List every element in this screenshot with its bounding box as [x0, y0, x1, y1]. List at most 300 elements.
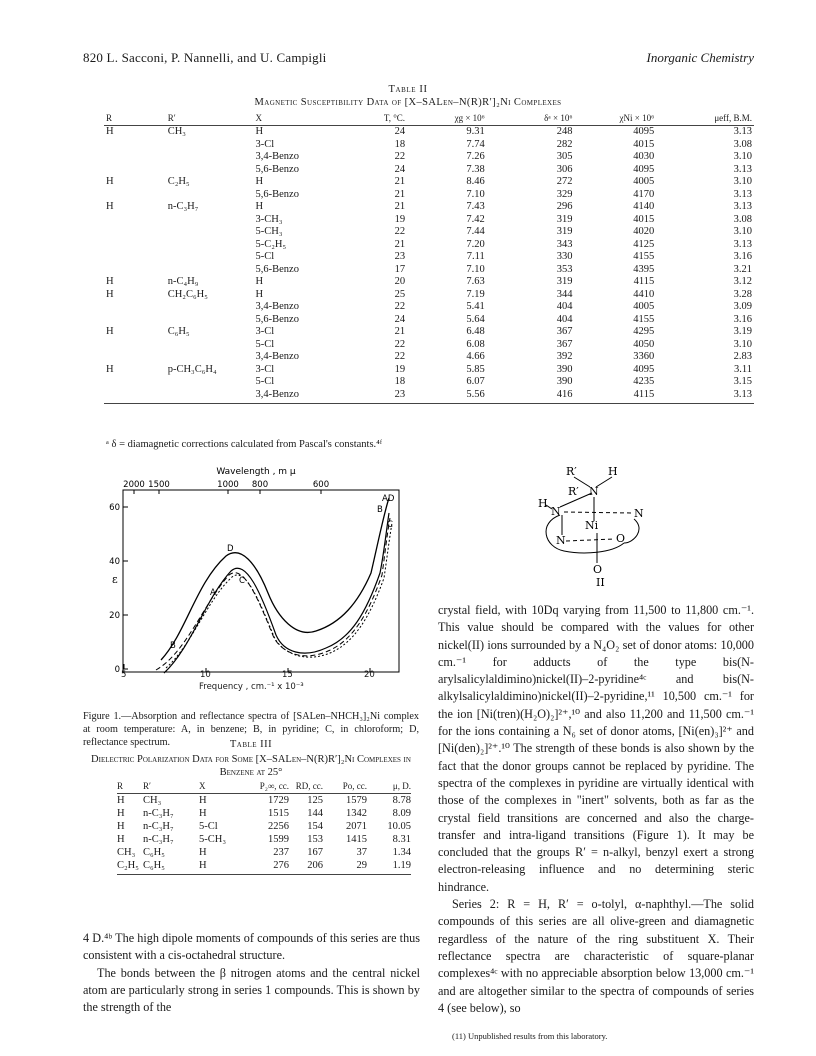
table-cell: 3.12 [733, 276, 752, 287]
table3 [117, 781, 411, 875]
table-cell: 3.11 [734, 363, 752, 375]
running-header-authors: 820 L. Sacconi, P. Nannelli, and U. Campigli [83, 50, 327, 65]
atom-label: O [593, 563, 603, 576]
table-cell: C₆H₅ [167, 326, 190, 337]
table-cell: 9.31 [466, 126, 485, 137]
table-cell: 4030 [633, 151, 655, 162]
x-tick-label: 15 [282, 670, 293, 680]
left-column-text [83, 930, 420, 1016]
table-cell [104, 264, 168, 277]
table-cell: 319 [556, 276, 573, 287]
table-cell: 21 [394, 238, 406, 250]
figure1-top-axis-label: Wavelength , m μ [216, 467, 296, 477]
table-cell: 3.13 [733, 238, 752, 250]
table-cell: H [199, 847, 207, 858]
table-cell: 319 [556, 226, 573, 237]
table-cell [104, 239, 168, 252]
table-cell: 18 [394, 376, 406, 387]
table-cell: 3-CH₃ [255, 213, 283, 225]
table-cell [104, 189, 168, 202]
table-row [117, 807, 411, 820]
table-cell: 1415 [346, 834, 367, 845]
atom-label: H [538, 497, 548, 510]
table-cell: 4005 [633, 176, 655, 187]
table-cell: 3,4-Benzo [255, 301, 299, 312]
table-cell: H [106, 363, 114, 375]
table3-header-cell: RD, cc. [295, 781, 323, 791]
table-cell: 21 [394, 326, 406, 337]
table3-title: Table III [229, 739, 273, 750]
table3-header-cell: μ, D. [392, 781, 411, 791]
figure1-bottom-axis [96, 670, 416, 698]
table3-body [117, 794, 411, 875]
table-cell: 3.28 [733, 288, 752, 300]
table-cell [104, 351, 168, 364]
table-cell: 3.13 [733, 126, 752, 137]
table-cell [104, 226, 168, 239]
table-cell: 3-Cl [255, 363, 275, 375]
table-cell: 5.64 [466, 313, 485, 325]
table-cell: 23 [365, 389, 405, 404]
table-cell: 5-Cl [255, 376, 275, 387]
table-cell: 3.19 [733, 326, 752, 337]
table2-header-cell: T, °C. [383, 113, 406, 123]
table-cell: 3.09 [733, 301, 752, 312]
table-row [117, 859, 411, 875]
table-cell: 4020 [633, 226, 655, 237]
table-cell: 6.07 [466, 376, 485, 387]
top-tick-label: 2000 [123, 480, 145, 490]
table-cell: 37 [356, 847, 367, 858]
table-cell: 5-Cl [199, 821, 218, 832]
table-cell: n-C₃H₇ [167, 201, 199, 212]
plot-frame [123, 490, 399, 672]
table-row [104, 214, 754, 227]
table-cell: CH₃ [167, 126, 186, 137]
table-cell: 248 [556, 126, 573, 137]
top-tick-label: 800 [251, 480, 269, 490]
table-cell: 390 [556, 363, 573, 375]
table-cell: 4015 [633, 213, 655, 225]
table-cell: 8.09 [392, 808, 411, 819]
atom-label: N [589, 485, 599, 498]
table-cell: H [199, 808, 207, 819]
table-cell: H [255, 288, 264, 300]
table-cell: 282 [556, 138, 573, 150]
atom-label: N [634, 507, 644, 520]
table-cell: 4115 [633, 276, 655, 287]
table-cell: 4050 [633, 338, 655, 350]
table-cell: 344 [556, 288, 573, 300]
atom-label: N [556, 534, 566, 547]
x-tick-label: 20 [364, 670, 375, 680]
table-cell: 3.08 [733, 213, 752, 225]
table-cell: 22 [394, 338, 406, 350]
table-cell: 2256 [268, 821, 289, 832]
table-cell [168, 189, 256, 202]
table-cell: 3.10 [733, 176, 752, 187]
table-cell: 7.10 [466, 188, 485, 200]
table2-header-cell: μeff, B.M. [714, 113, 752, 123]
atom-label: N [551, 505, 561, 518]
table2-header-cell: χg × 10⁶ [454, 113, 485, 123]
table-row [104, 301, 754, 314]
y-tick-label: 40 [109, 557, 120, 567]
table-cell: 4005 [633, 301, 655, 312]
table-cell: 5.85 [466, 363, 485, 375]
table-cell: 7.42 [466, 213, 485, 225]
table3-header-cell: R′ [143, 781, 151, 791]
table-cell: H [117, 795, 125, 806]
table-cell: 367 [556, 338, 573, 350]
table-cell: 319 [556, 213, 573, 225]
table-row [104, 139, 754, 152]
table3-header-row [117, 781, 411, 791]
table-cell: 1.19 [367, 859, 411, 875]
table-cell: 5-C₂H₅ [255, 238, 287, 250]
table-row [104, 226, 754, 239]
table2-header-row [104, 113, 754, 123]
x-tick-label: 10 [200, 670, 211, 680]
table-cell: 4095 [633, 163, 655, 175]
table-cell: 1579 [346, 795, 367, 806]
table-cell: 3.21 [733, 263, 752, 275]
table-row [117, 820, 411, 833]
table-cell: 3.10 [733, 226, 752, 237]
table-cell: 3.13 [733, 188, 752, 200]
table-cell: 20 [394, 276, 406, 287]
table-cell: 5,6-Benzo [255, 263, 299, 275]
table-cell: 21 [394, 201, 406, 212]
table-cell [104, 339, 168, 352]
table-cell: 7.26 [466, 151, 485, 162]
table-cell: 5-Cl [255, 251, 275, 262]
table-cell: 3360 [633, 351, 655, 362]
table-cell: 2.83 [733, 351, 752, 362]
table-cell: p-CH₃C₆H₄ [167, 363, 217, 375]
table-cell: 21 [394, 188, 406, 200]
table-cell: 3.10 [733, 151, 752, 162]
atom-label: H [608, 465, 618, 478]
table-row [117, 794, 411, 808]
table-cell: n-C₃H₇ [143, 808, 174, 819]
table-cell: 6.48 [466, 326, 485, 337]
table-cell: 24 [394, 163, 406, 175]
table-cell: 3,4-Benzo [256, 389, 366, 404]
table-cell: 4155 [633, 313, 655, 325]
table-cell: H [106, 201, 114, 212]
table-cell [104, 214, 168, 227]
table-cell: 5-Cl [255, 338, 275, 350]
table-cell: 7.11 [466, 251, 485, 262]
table-cell: 22 [394, 151, 406, 162]
table-cell: 392 [556, 351, 573, 362]
table-row [104, 376, 754, 389]
curve-label-AD: AD [382, 494, 395, 504]
table-cell: 7.19 [466, 288, 485, 300]
structure-II-label: II [596, 576, 605, 587]
paragraph: crystal field, with 10Dq varying from 11,500 to 11,800 cm.⁻¹. This value should be compared with the values for other nickel(II) ions surrounded by a N₄O₂ set of donor atoms: 10,000 cm.⁻¹ for adducts of the type bis(N-arylsalicylaldimino)nickel(II)–2-pyridine⁴ᶜ and bis(N-alkylsalicylaldimino)nickel(II)–2-pyridine,¹¹ 10,500 cm.⁻¹ for the ion [Ni(tren)(H₂O)₂]²⁺,¹⁰ and also 11,200 and 11,500 cm.⁻¹ for the ions containing a N₆ set of donor atoms, [Ni(en)₃]²⁺ and [Ni(den)₂]²⁺.¹⁰ The strength of these bonds is also shown by the fact that the donor groups cannot be replaced by pyridine. The spectra of the complexes in pyridine are virtually identical with those of the complexes in "inert" solvents, both as far as the crystal field transitions are concerned and also the charge-transfer and intra-ligand transitions (Figure 1). It may be concluded that the groups R′ = n-alkyl, benzyl exert a strong electron-releasing influence and no determining steric hindrance. [438, 603, 754, 894]
table-cell: 125 [307, 795, 323, 806]
table-row [104, 189, 754, 202]
table-cell: 353 [556, 263, 573, 275]
table-cell: 24 [394, 126, 406, 137]
table-cell: 5,6-Benzo [255, 163, 299, 175]
table-cell [168, 226, 256, 239]
table-cell: 7.10 [466, 263, 485, 275]
top-tick-label: 1000 [217, 480, 239, 490]
table-cell [104, 251, 168, 264]
table-cell: n-C₃H₇ [143, 821, 174, 832]
table-cell: 3.16 [733, 313, 752, 325]
table-cell [168, 339, 256, 352]
table-row [104, 364, 754, 377]
table-cell [104, 151, 168, 164]
atom-label: Ni [585, 519, 599, 532]
table-row [104, 314, 754, 327]
figure1-caption: Figure 1.—Absorption and reflectance spectra of [SALen–NHCH₃]₂Ni complex at room temperature: A, in benzene; B, in pyridine; C, in chloroform; D, reflectance spectrum. [83, 711, 419, 748]
table-cell: 4.66 [466, 351, 485, 362]
table-cell [104, 389, 168, 404]
structure-II-diagram [534, 463, 674, 587]
paragraph: Series 2: R = H, R′ = o-tolyl, α-naphthyl.—The solid compounds of this series are all olive-green and diamagnetic regardless of the nature of the ring substituent X. Their reflectance spectra are characteristic of square-planar complexes⁴ᶜ with no appreciable absorption below 13,000 cm.⁻¹ and are altogether similar to the spectra of compounds of series 4 (see below), so [438, 897, 754, 1015]
curve-label-A: A [210, 588, 216, 598]
atom-label: O [616, 532, 626, 545]
table-cell [104, 301, 168, 314]
table-cell: 4125 [633, 238, 655, 250]
table2 [104, 113, 754, 404]
table-cell: 206 [289, 859, 323, 875]
table-cell: 276 [245, 859, 289, 875]
table3-caption: Dielectric Polarization Data for Some [X–SALen–N(R)R′]₂Ni Complexes in Benzene at 25° [91, 754, 411, 778]
table-cell: C₂H₅ [117, 859, 143, 875]
table-cell: 7.43 [466, 201, 485, 212]
table-cell [168, 301, 256, 314]
table-cell: 5.56 [405, 389, 485, 404]
table-cell: 8.78 [392, 795, 411, 806]
table-cell: 3-Cl [255, 326, 275, 337]
curve-label-C: C [239, 576, 245, 586]
y-tick-label: 0 [114, 665, 120, 675]
table-cell: 7.74 [466, 138, 485, 150]
table-cell: 153 [307, 834, 323, 845]
table-row [104, 351, 754, 364]
table-cell: 404 [556, 313, 573, 325]
table-cell [168, 239, 256, 252]
table-cell: 5,6-Benzo [255, 188, 299, 200]
table3-header-cell: R [117, 781, 124, 791]
table-cell: 3-Cl [255, 138, 275, 150]
table-cell: 29 [323, 859, 367, 875]
table-row [104, 326, 754, 339]
table-cell: H [106, 326, 114, 337]
curve-label-C-right: C [387, 520, 393, 530]
x-tick-label: 5 [121, 670, 127, 680]
table-cell: 21 [394, 176, 406, 187]
table-cell: H [117, 821, 125, 832]
table-cell: H [255, 176, 264, 187]
table-cell: 4140 [633, 201, 655, 212]
curve-C-chloroform [166, 523, 392, 668]
table-cell [168, 264, 256, 277]
table-row [104, 176, 754, 189]
table-cell [104, 314, 168, 327]
table-cell: 19 [394, 363, 406, 375]
table-row [104, 264, 754, 277]
table-cell: 1599 [268, 834, 289, 845]
curve-label-D: D [227, 544, 234, 554]
table-cell: 404 [556, 301, 573, 312]
table-cell: 4155 [633, 251, 655, 262]
table-row [104, 151, 754, 164]
table-cell: 237 [273, 847, 289, 858]
table-cell: CH₂C₆H₅ [167, 288, 208, 300]
table-cell: 305 [556, 151, 573, 162]
table-cell: H [106, 288, 114, 300]
table-cell: 1.34 [392, 847, 411, 858]
table-cell: 4095 [633, 363, 655, 375]
top-tick-label: 1500 [148, 480, 170, 490]
right-column-text [438, 602, 754, 1017]
table-row [117, 846, 411, 859]
table-cell: 22 [394, 301, 406, 312]
table2-title: Table II [388, 84, 428, 95]
table-cell: 4235 [633, 376, 655, 387]
table-cell: 23 [394, 251, 406, 262]
table-cell: 8.31 [392, 834, 411, 845]
table-cell: 3.08 [733, 138, 752, 150]
table-cell: 19 [394, 213, 406, 225]
table-cell: 330 [556, 251, 573, 262]
table3-header-cell: P₂∞, cc. [259, 781, 289, 791]
table-cell: 5-CH₃ [255, 226, 283, 237]
table2-body [104, 126, 754, 404]
table-cell: 8.46 [466, 176, 485, 187]
paragraph: The bonds between the β nitrogen atoms and the central nickel atom are particularly strong in series 1 compounds. This is shown by the strength of the [83, 965, 420, 1015]
table3-header-cell: Po, cc. [342, 781, 367, 791]
table2-header-cell: R [106, 113, 113, 123]
table-cell: 144 [307, 808, 323, 819]
table-cell: 4410 [633, 288, 655, 300]
table-cell: 7.38 [466, 163, 485, 175]
table-cell: 1342 [346, 808, 367, 819]
table-cell: 5.41 [466, 301, 485, 312]
table-cell: 4295 [633, 326, 655, 337]
table2-header-cell: X [255, 113, 263, 123]
table-cell [168, 351, 256, 364]
top-tick-label: 600 [312, 480, 330, 490]
curve-label-B-right: B [377, 505, 383, 515]
table-cell: 390 [556, 376, 573, 387]
table-cell: 24 [394, 313, 406, 325]
table-cell: 22 [394, 351, 406, 362]
table2-header-cell: δᵃ × 10⁶ [544, 113, 573, 123]
paragraph: 4 D.⁴ᵇ The high dipole moments of compounds of this series are thus consistent with a cis-octahedral structure. [83, 931, 420, 963]
table-cell: CH₃ [117, 847, 136, 858]
table-cell: 4170 [633, 188, 655, 200]
table-cell: H [106, 276, 114, 287]
table-row [104, 276, 754, 289]
table-cell: 3,4-Benzo [255, 351, 299, 362]
table-cell [168, 139, 256, 152]
table-cell: 4115 [572, 389, 654, 404]
table-cell: CH₃ [143, 795, 162, 806]
curve-D-reflectance [161, 498, 389, 660]
table-row [104, 339, 754, 352]
table-cell [104, 164, 168, 177]
y-tick-label: 60 [109, 503, 120, 513]
table-cell: 7.63 [466, 276, 485, 287]
table-cell: 343 [556, 238, 573, 250]
table-cell: 5-CH₃ [199, 834, 226, 845]
table-cell: C₆H₅ [143, 859, 199, 875]
table-row [104, 201, 754, 214]
table-cell: C₆H₅ [143, 847, 165, 858]
table-cell: H [117, 834, 125, 845]
table-cell [168, 214, 256, 227]
table-cell [104, 139, 168, 152]
y-tick-label: 20 [109, 611, 120, 621]
figure1-spectra-plot [96, 463, 416, 675]
table-cell: n-C₄H₉ [167, 276, 199, 287]
table-cell: H [117, 808, 125, 819]
table-cell: 296 [556, 201, 573, 212]
table2-caption: Magnetic Susceptibility Data of [X–SALen–N(R)R′]₂Ni Complexes [254, 97, 562, 108]
table-cell: H [255, 276, 264, 287]
curve-B-pyridine [156, 518, 390, 670]
figure1-bottom-axis-label: Frequency , cm.⁻¹ x 10⁻³ [199, 682, 304, 692]
table-row [104, 126, 754, 139]
table2-header-cell: R′ [167, 113, 176, 123]
table-cell [168, 376, 256, 389]
table-cell: 5,6-Benzo [255, 313, 299, 325]
table-cell: 1729 [268, 795, 289, 806]
journal-name: Inorganic Chemistry [646, 50, 754, 65]
table2-header-cell: χNi × 10⁶ [619, 113, 655, 123]
table-cell: 367 [556, 326, 573, 337]
table-cell: 416 [485, 389, 573, 404]
table-cell: 3.13 [733, 201, 752, 212]
footnote-11: (11) Unpublished results from this laboratory. [452, 1031, 608, 1041]
table-cell: 3.13 [733, 163, 752, 175]
table-cell: 3.13 [654, 389, 754, 404]
figure1-y-axis-label: ε [112, 573, 118, 586]
table-row [104, 389, 754, 404]
table-cell: 25 [394, 288, 406, 300]
table-cell: 4095 [633, 126, 655, 137]
table2-footnote: ᵃ δ = diamagnetic corrections calculated from Pascal's constants.⁴ᶠ [106, 439, 383, 450]
table-cell: 3.16 [733, 251, 752, 262]
table-cell: 10.05 [387, 821, 411, 832]
curve-label-B: B [170, 641, 176, 651]
atom-label: R′ [568, 485, 579, 498]
table-cell: H [106, 126, 114, 137]
table-cell [168, 389, 256, 404]
table-cell: H [255, 201, 264, 212]
table-cell: 22 [394, 226, 406, 237]
table-cell: H [255, 126, 264, 137]
table-row [104, 164, 754, 177]
table-cell [168, 251, 256, 264]
table-cell: H [199, 795, 207, 806]
table-cell [168, 164, 256, 177]
atom-label: R′ [566, 465, 577, 478]
table-cell: H [106, 176, 114, 187]
table-row [104, 239, 754, 252]
table-cell: 4395 [633, 263, 655, 275]
table-cell: 3.15 [733, 376, 752, 387]
table-cell [104, 376, 168, 389]
